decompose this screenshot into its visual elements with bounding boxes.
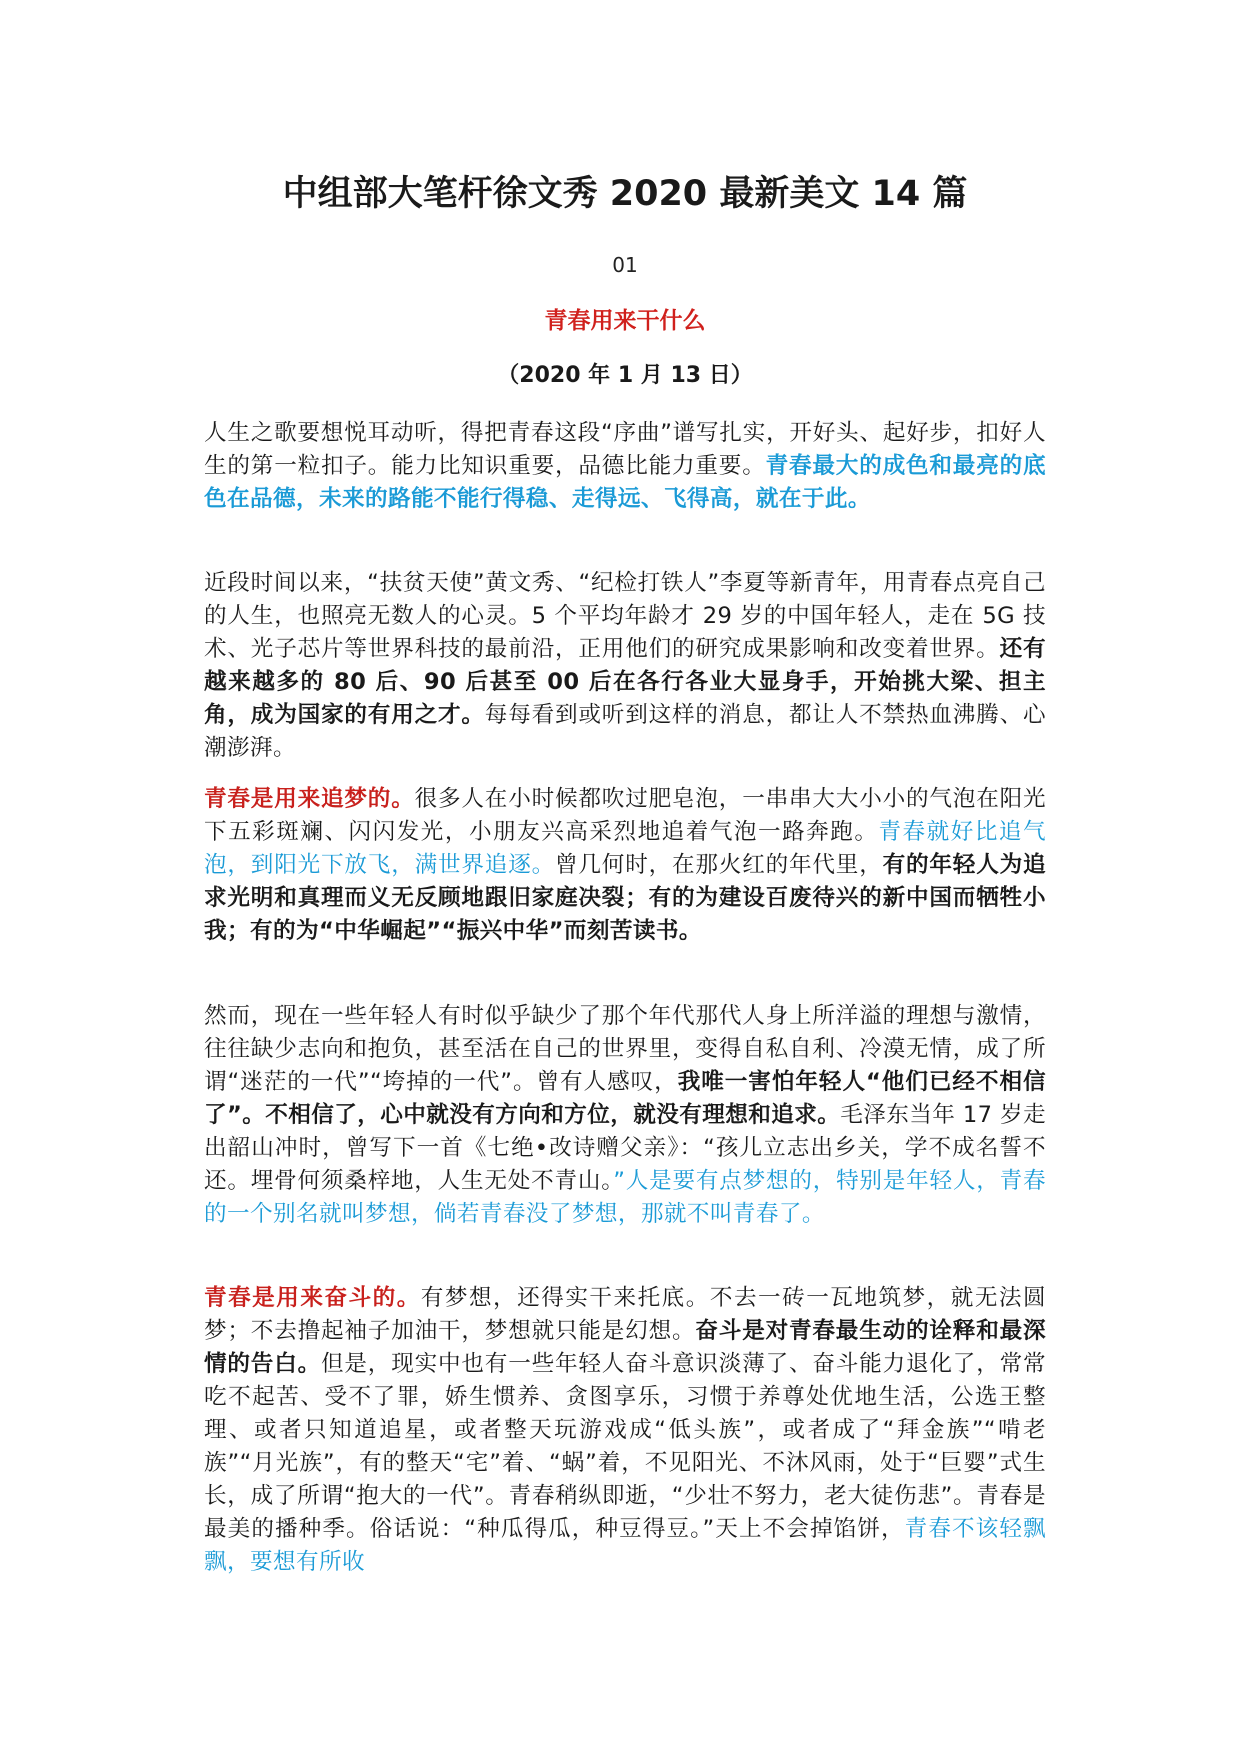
highlight-blue-text: 青春就好比追气泡，到阳光下放飞，满世界追逐。 bbox=[204, 819, 1046, 878]
document-title: 中组部大笔杆徐文秀 2020 最新美文 14 篇 bbox=[282, 174, 968, 214]
highlight-blue-text: 青春不该轻飘飘，要想有所收 bbox=[204, 1516, 1046, 1575]
paragraph-text: 然而，现在一些年轻人有时似乎缺少了那个年代那代人身上所洋溢的理想与激情，往往缺少志向和抱负，甚至活在自己的世界里，变得自私自利、冷漠无情，成了所谓“迷茫的一代”“垮掉的一代”。曾有人感叹， bbox=[204, 1003, 1046, 1095]
section-title: 青春用来干什么 bbox=[544, 308, 706, 334]
paragraph-text: 近段时间以来，“扶贫天使”黄文秀、“纪检打铁人”李夏等新青年，用青春点亮自己的人生，也照亮无数人的心灵。5 个平均年龄才 29 岁的中国年轻人，走在 5G 技术、光子芯片等世界科技的最前沿，正用他们的研究成果影响和改变着世界。 bbox=[204, 570, 1046, 662]
paragraph-text: 毛泽东当年 17 岁走出韶山冲时，曾写下一首《七绝•改诗赠父亲》：“孩儿立志出乡关，学不成名誓不还。埋骨何须桑梓地，人生无处不青山。 bbox=[204, 1102, 1046, 1194]
paragraph-3 bbox=[204, 783, 1046, 948]
paragraph-text: 但是，现实中也有一些年轻人奋斗意识淡薄了、奋斗能力退化了，常常吃不起苦、受不了罪，娇生惯养、贪图享乐，习惯于养尊处优地生活，公选王整理、或者只知道追星，或者整天玩游戏成“低头族”，或者成了“拜金族”“啃老族”“月光族”，有的整天“宅”着、“蜗”着，不见阳光、不沐风雨，处于“巨婴”式生长，成了所谓“抱大的一代”。青春稍纵即逝，“少壮不努力，老大徒伤悲”。青春是最美的播种季。俗话说：“种瓜得瓜，种豆得豆。”天上不会掉馅饼， bbox=[204, 1351, 1046, 1542]
paragraph-5 bbox=[204, 1282, 1046, 1579]
paragraph-text: 有梦想，还得实干来托底。不去一砖一瓦地筑梦，就无法圆梦；不去撸起袖子加油干，梦想就只能是幻想。 bbox=[204, 1285, 1046, 1344]
paragraph-text: 很多人在小时候都吹过肥皂泡，一串串大大小小的气泡在阳光下五彩斑斓、闪闪发光，小朋友兴高采烈地追着气泡一路奔跑。 bbox=[204, 786, 1046, 845]
highlight-bold-text: 我唯一害怕年轻人“他们已经不相信了”。不相信了，心中就没有方向和方位，就没有理想和追求。 bbox=[204, 1069, 1046, 1128]
highlight-blue-text: ”人是要有点梦想的，特别是年轻人，青春的一个别名就叫梦想，倘若青春没了梦想，那就不叫青春了。 bbox=[204, 1168, 1046, 1227]
paragraph-text: 每每看到或听到这样的消息，都让人不禁热血沸腾、心潮澎湃。 bbox=[204, 702, 1046, 761]
paragraph-1 bbox=[204, 417, 1046, 516]
highlight-bold-text: 奋斗是对青春最生动的诠释和最深情的告白。 bbox=[204, 1318, 1046, 1377]
section-number: 01 bbox=[612, 253, 638, 277]
highlight-bold-text: 还有越来越多的 80 后、90 后甚至 00 后在各行各业大显身手，开始挑大梁、担主角，成为国家的有用之才。 bbox=[204, 636, 1046, 728]
highlight-bold-blue-text: 青春最大的成色和最亮的底色在品德，未来的路能不能行得稳、走得远、飞得高，就在于此。 bbox=[204, 453, 1046, 512]
paragraph-4 bbox=[204, 1000, 1046, 1231]
paragraph-2 bbox=[204, 567, 1046, 765]
paragraph-text: 人生之歌要想悦耳动听，得把青春这段“序曲”谱写扎实，开好头、起好步，扣好人生的第一粒扣子。能力比知识重要，品德比能力重要。 bbox=[204, 420, 1046, 479]
highlight-bold-text: 有的年轻人为追求光明和真理而义无反顾地跟旧家庭决裂；有的为建设百废待兴的新中国而牺牲小我；有的为“中华崛起”“振兴中华”而刻苦读书。 bbox=[204, 852, 1046, 944]
subheading-red-text: 青春是用来奋斗的。 bbox=[204, 1285, 421, 1311]
section-date: （2020 年 1 月 13 日） bbox=[497, 363, 753, 388]
paragraph-text: 曾几何时，在那火红的年代里， bbox=[555, 852, 883, 878]
subheading-red-text: 青春是用来追梦的。 bbox=[204, 786, 415, 812]
